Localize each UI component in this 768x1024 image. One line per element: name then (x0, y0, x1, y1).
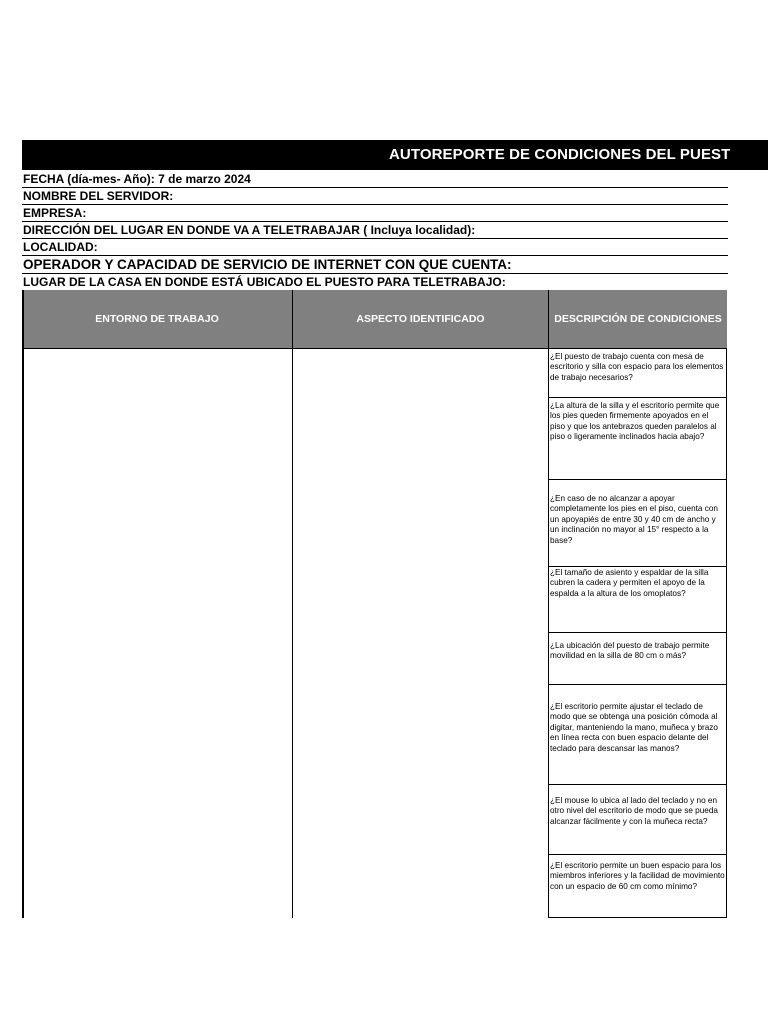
question-cell: ¿El mouse lo ubica al lado del teclado y no en otro nivel del escritorio de modo que se pueda alcanzar fácilmente y con la muñeca recta? (548, 785, 727, 855)
column-divider (292, 290, 293, 918)
field-lugar-casa: LUGAR DE LA CASA EN DONDE ESTÁ UBICADO EL PUESTO PARA TELETRABAJO: (23, 275, 506, 289)
field-fecha: FECHA (día-mes- Año): 7 de marzo 2024 (22, 171, 728, 188)
header-aspecto: ASPECTO IDENTIFICADO (293, 290, 548, 348)
question-cell: ¿La altura de la silla y el escritorio permite que los pies queden firmemente apoyados en el piso y que los antebrazos queden paralelos al piso o ligeramente inclinados hacia abajo? (548, 398, 727, 480)
field-localidad: LOCALIDAD: (22, 239, 728, 256)
title-bar (22, 140, 768, 170)
conditions-table (22, 290, 727, 918)
form-title: AUTOREPORTE DE CONDICIONES DEL PUEST (389, 146, 731, 163)
header-bottom-border (22, 348, 293, 349)
field-direccion: DIRECCIÓN DEL LUGAR EN DONDE VA A TELETRABAJAR ( Incluya localidad): (22, 222, 728, 239)
question-cell: ¿El escritorio permite ajustar el teclado de modo que se obtenga una posición cómoda al digitar, manteniendo la mano, muñeca y brazo en línea recta con buen espacio delante del teclado para descansar las manos? (548, 685, 727, 785)
header-bottom-border (293, 348, 548, 349)
table-left-border (22, 290, 24, 918)
header-entorno: ENTORNO DE TRABAJO (22, 290, 292, 348)
form-sheet (22, 140, 768, 918)
question-cell: ¿En caso de no alcanzar a apoyar completamente los pies en el piso, cuenta con un apoyapiés de entre 30 y 40 cm de ancho y un inclinación no mayor al 15° respecto a la base? (548, 480, 727, 567)
question-cell: ¿El tamaño de asiento y espaldar de la silla cubren la cadera y permiten el apoyo de la espalda a la altura de los omoplatos? (548, 567, 727, 633)
field-nombre-servidor: NOMBRE DEL SERVIDOR: (22, 188, 728, 205)
question-cell: ¿La ubicación del puesto de trabajo permite movilidad en la silla de 80 cm o más? (548, 633, 727, 685)
column-divider (548, 290, 549, 348)
field-empresa: EMPRESA: (22, 205, 728, 222)
question-cell: ¿El puesto de trabajo cuenta con mesa de escritorio y silla con espacio para los elementos de trabajo necesarios? (548, 348, 727, 398)
field-operador-internet: OPERADOR Y CAPACIDAD DE SERVICIO DE INTERNET CON QUE CUENTA: (22, 256, 728, 274)
question-cell: ¿El escritorio permite un buen espacio para los miembros inferiores y la facilidad de movimiento con un espacio de 60 cm como mínimo? (548, 855, 727, 918)
header-descripcion: DESCRIPCIÓN DE CONDICIONES (549, 290, 727, 348)
